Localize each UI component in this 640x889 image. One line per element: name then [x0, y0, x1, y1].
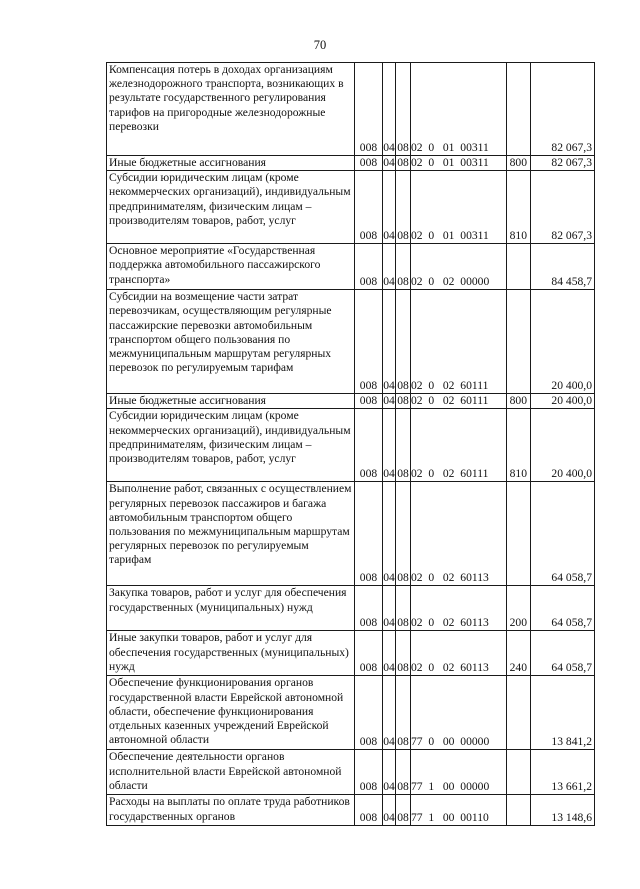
row-name: Субсидии на возмещение части затрат перевозчикам, осуществляющим регулярные пассажирские перевозки автомобильным транспортом общего пользования по межмуниципальным маршрутам регулярных перевозок по регулируемым тарифам	[107, 290, 355, 394]
expense-type-code: 800	[507, 394, 531, 409]
row-name: Иные бюджетные ассигнования	[107, 156, 355, 171]
section-code: 04	[383, 171, 396, 244]
amount: 64 058,7	[531, 586, 595, 631]
row-name: Обеспечение деятельности органов исполнительной власти Еврейской автономной области	[107, 750, 355, 795]
section-code: 04	[383, 750, 396, 795]
expense-type-code	[507, 482, 531, 586]
amount: 20 400,0	[531, 394, 595, 409]
row-name: Основное мероприятие «Государственная поддержка автомобильного пассажирского транспорта»	[107, 244, 355, 290]
table-row	[107, 750, 595, 795]
ministry-code: 008	[355, 171, 383, 244]
table-row	[107, 482, 595, 586]
ministry-code: 008	[355, 631, 383, 676]
amount: 82 067,3	[531, 171, 595, 244]
subsection-code: 08	[397, 394, 409, 408]
program-code: 02 0 02 60113	[411, 631, 507, 676]
subsection-code: 08	[396, 63, 411, 156]
table-row	[107, 409, 595, 482]
subsection-code: 08	[396, 171, 411, 244]
subsection-code: 08	[396, 244, 411, 290]
ministry-code: 008	[355, 750, 383, 795]
row-name: Выполнение работ, связанных с осуществлением регулярных перевозок пассажиров и багажа автомобильным транспортом общего пользования по межмуниципальным маршрутам регулярных перевозок по регулируемым тарифам	[107, 482, 355, 586]
table-row	[107, 394, 595, 409]
subsection-code: 08	[396, 290, 411, 394]
ministry-code: 008	[355, 586, 383, 631]
ministry-code: 008	[355, 409, 383, 482]
table-row	[107, 63, 595, 156]
ministry-code: 008	[355, 795, 383, 826]
section-code: 04	[383, 482, 396, 586]
section-code: 04	[383, 631, 396, 676]
section-code: 04	[383, 586, 396, 631]
program-code: 02 0 02 60113	[411, 586, 507, 631]
expense-type-code: 800	[507, 156, 531, 171]
section-code: 04	[383, 244, 396, 290]
expense-type-code	[507, 795, 531, 826]
subsection-code: 08	[396, 409, 411, 482]
table-row	[107, 795, 595, 826]
program-code: 02 0 02 60111	[411, 394, 507, 409]
amount: 13 148,6	[531, 795, 595, 826]
budget-table	[106, 62, 595, 826]
row-name: Субсидии юридическим лицам (кроме некоммерческих организаций), индивидуальным предпринимателям, физическим лицам – производителям товаров, работ, услуг	[107, 171, 355, 244]
expense-type-code: 200	[507, 586, 531, 631]
section-code: 04	[383, 409, 396, 482]
row-name: Расходы на выплаты по оплате труда работников государственных органов	[107, 795, 355, 826]
program-code: 02 0 02 60111	[411, 290, 507, 394]
table-row	[107, 586, 595, 631]
program-code: 77 1 00 00000	[411, 750, 507, 795]
ministry-code: 008	[355, 676, 383, 750]
page-number: 70	[313, 38, 327, 52]
table-row	[107, 676, 595, 750]
amount: 13 841,2	[531, 676, 595, 750]
ministry-code: 008	[355, 63, 383, 156]
expense-type-code	[507, 290, 531, 394]
ministry-code: 008	[355, 482, 383, 586]
program-code: 02 0 02 60111	[411, 409, 507, 482]
expense-type-code	[507, 750, 531, 795]
row-name: Субсидии юридическим лицам (кроме некоммерческих организаций), индивидуальным предпринимателям, физическим лицам – производителям товаров, работ, услуг	[107, 409, 355, 482]
amount: 64 058,7	[531, 631, 595, 676]
row-name: Закупка товаров, работ и услуг для обеспечения государственных (муниципальных) нужд	[107, 586, 355, 631]
subsection-code: 08	[397, 156, 409, 170]
expense-type-code: 240	[507, 631, 531, 676]
section-code: 04	[383, 676, 396, 750]
expense-type-code	[507, 244, 531, 290]
table-row	[107, 156, 595, 171]
table-row	[107, 631, 595, 676]
section-code: 04	[383, 394, 395, 408]
ministry-code: 008	[355, 244, 383, 290]
program-code: 02 0 02 60113	[411, 482, 507, 586]
ministry-code: 008	[355, 394, 383, 409]
program-code: 02 0 02 00000	[411, 244, 507, 290]
program-code: 02 0 01 00311	[411, 156, 507, 171]
amount: 20 400,0	[531, 290, 595, 394]
row-name: Иные закупки товаров, работ и услуг для обеспечения государственных (муниципальных) нужд	[107, 631, 355, 676]
amount: 13 661,2	[531, 750, 595, 795]
expense-type-code	[507, 63, 531, 156]
expense-type-code	[507, 676, 531, 750]
amount: 64 058,7	[531, 482, 595, 586]
table-row	[107, 244, 595, 290]
subsection-code: 08	[396, 631, 411, 676]
amount: 82 067,3	[531, 156, 595, 171]
section-code: 04	[383, 795, 396, 826]
table-row	[107, 290, 595, 394]
program-code: 77 1 00 00110	[411, 795, 507, 826]
program-code: 02 0 01 00311	[411, 63, 507, 156]
row-name: Иные бюджетные ассигнования	[107, 394, 355, 409]
amount: 84 458,7	[531, 244, 595, 290]
section-code: 04	[383, 156, 395, 170]
row-name: Компенсация потерь в доходах организациям железнодорожного транспорта, возникающих в результате государственного регулирования тарифов на пригородные железнодорожные перевозки	[107, 63, 355, 156]
program-code: 77 0 00 00000	[411, 676, 507, 750]
amount: 82 067,3	[531, 63, 595, 156]
ministry-code: 008	[355, 290, 383, 394]
expense-type-code: 810	[507, 171, 531, 244]
expense-type-code: 810	[507, 409, 531, 482]
subsection-code: 08	[396, 750, 411, 795]
subsection-code: 08	[396, 482, 411, 586]
ministry-code: 008	[355, 156, 383, 171]
subsection-code: 08	[396, 795, 411, 826]
program-code: 02 0 01 00311	[411, 171, 507, 244]
subsection-code: 08	[396, 676, 411, 750]
section-code: 04	[383, 63, 396, 156]
amount: 20 400,0	[531, 409, 595, 482]
table-row	[107, 171, 595, 244]
section-code: 04	[383, 290, 396, 394]
subsection-code: 08	[396, 586, 411, 631]
row-name: Обеспечение функционирования органов государственной власти Еврейской автономной области, обеспечение функционирования отдельных казенных учреждений Еврейской автономной области	[107, 676, 355, 750]
